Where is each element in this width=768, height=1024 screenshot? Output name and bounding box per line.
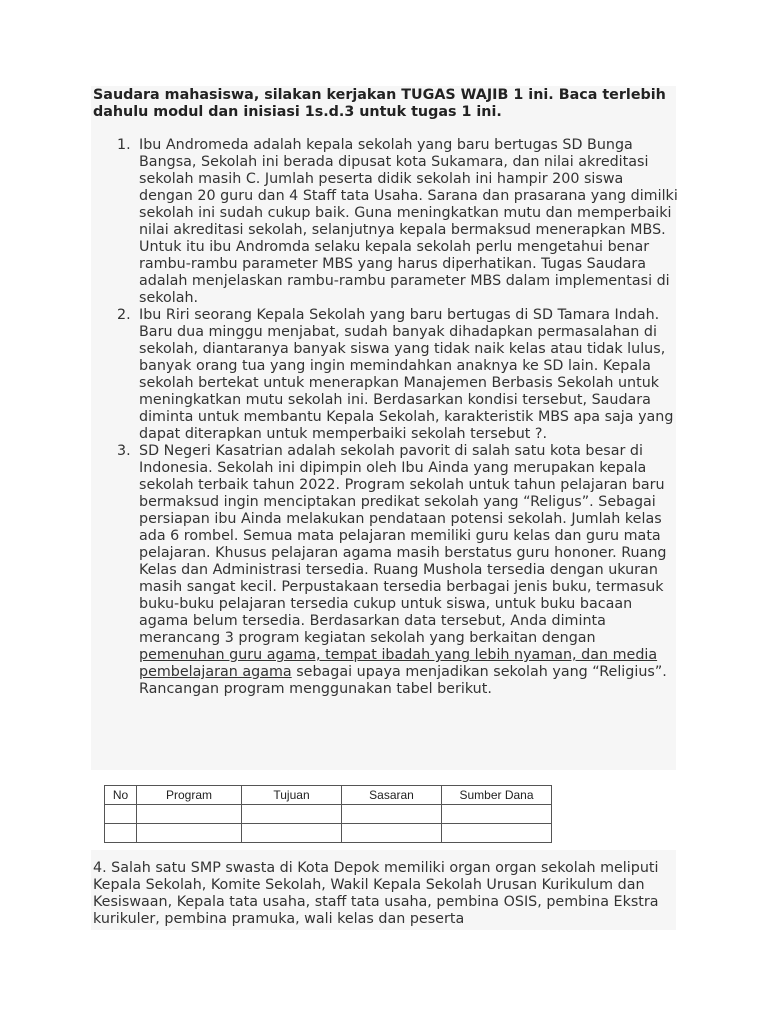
question-item-3 bbox=[110, 443, 678, 698]
table-cell bbox=[242, 805, 342, 824]
question-number: 3. bbox=[117, 443, 131, 459]
question-text: Ibu Andromeda adalah kepala sekolah yang baru bertugas SD Bunga Bangsa, Sekolah ini berada dipusat kota Sukamara, dan nilai akreditasi sekolah masih C. Jumlah peserta didik sekolah ini hampir 200 siswa dengan 20 guru dan 4 Staff tata Usaha. Sarana dan prasarana yang dimilki sekolah ini sudah cukup baik. Guna meningkatkan mutu dan memperbaiki nilai akreditasi sekolah, selanjutnya kepala bermaksud menerapkan MBS. Untuk itu ibu Andromda selaku kepala sekolah perlu mengetahui benar rambu-rambu parameter MBS yang harus diperhatikan. Tugas Saudara adalah menjelaskan rambu-rambu parameter MBS dalam implementasi di sekolah. bbox=[139, 137, 678, 306]
question-item-1 bbox=[110, 137, 678, 307]
question-text: Ibu Riri seorang Kepala Sekolah yang baru bertugas di SD Tamara Indah. Baru dua minggu menjabat, sudah banyak dihadapkan permasalahan di sekolah, diantaranya banyak siswa yang tidak naik kelas atau tidak lulus, banyak orang tua yang ingin memindahkan anaknya ke SD lain. Kepala sekolah bertekat untuk menerapkan Manajemen Berbasis Sekolah untuk meningkatkan mutu sekolah ini. Berdasarkan kondisi tersebut, Saudara diminta untuk membantu Kepala Sekolah, karakteristik MBS apa saja yang dapat diterapkan untuk memperbaiki sekolah tersebut ?. bbox=[139, 307, 674, 442]
underlined-requirements: pemenuhan guru agama, tempat ibadah yang lebih nyaman, dan media pembelajaran agama bbox=[139, 647, 658, 680]
table-cell bbox=[105, 805, 137, 824]
header-tujuan: Tujuan bbox=[242, 786, 342, 805]
table-row bbox=[105, 824, 552, 843]
question-text: SD Negeri Kasatrian adalah sekolah pavorit di salah satu kota besar di Indonesia. Sekolah ini dipimpin oleh Ibu Ainda yang merupakan kepala sekolah terbaik tahun 2022. Program sekolah untuk tahun pelajaran baru bermaksud ingin menciptakan predikat sekolah yang “Religus”. Sebagai persiapan ibu Ainda melakukan pendataan potensi sekolah. Jumlah kelas ada 6 rombel. Semua mata pelajaran memiliki guru kelas dan guru mata pelajaran. Khusus pelajaran agama masih berstatus guru hononer. Ruang Kelas dan Administrasi tersedia. Ruang Mushola tersedia dengan ukuran masih sangat kecil. Perpustakaan tersedia berbagai jenis buku, termasuk buku-buku pelajaran tersedia cukup untuk siswa, untuk buku bacaan agama belum tersedia. Berdasarkan data tersebut, Anda diminta merancang 3 program kegiatan sekolah yang berkaitan dengan bbox=[139, 443, 667, 646]
table-row bbox=[105, 805, 552, 824]
question-number: 1. bbox=[117, 137, 131, 153]
table-cell bbox=[137, 805, 242, 824]
table-cell bbox=[242, 824, 342, 843]
header-sasaran: Sasaran bbox=[342, 786, 442, 805]
header-no: No bbox=[105, 786, 137, 805]
question-4-text: 4. Salah satu SMP swasta di Kota Depok memiliki organ organ sekolah meliputi Kepala Sekolah, Komite Sekolah, Wakil Kepala Sekolah Urusan Kurikulum dan Kesiswaan, Kepala tata usaha, staff tata usaha, pembina OSIS, pembina Ekstra kurikuler, pembina pramuka, wali kelas dan peserta bbox=[93, 860, 659, 927]
header-program: Program bbox=[137, 786, 242, 805]
table-cell bbox=[342, 824, 442, 843]
question-text-end: sebagai upaya menjadikan sekolah yang “Religius”. Rancangan program menggunakan tabel berikut. bbox=[139, 664, 667, 697]
table-cell bbox=[442, 824, 552, 843]
question-list bbox=[110, 137, 678, 698]
question-item-2 bbox=[110, 307, 678, 443]
table-header-row bbox=[105, 786, 552, 805]
assignment-instructions: Saudara mahasiswa, silakan kerjakan TUGAS WAJIB 1 ini. Baca terlebih dahulu modul dan inisiasi 1s.d.3 untuk tugas 1 ini. bbox=[93, 87, 666, 121]
program-table bbox=[104, 785, 552, 843]
question-number: 2. bbox=[117, 307, 131, 323]
table-cell bbox=[137, 824, 242, 843]
table-cell bbox=[442, 805, 552, 824]
table-cell bbox=[342, 805, 442, 824]
table-cell bbox=[105, 824, 137, 843]
header-sumber-dana: Sumber Dana bbox=[442, 786, 552, 805]
